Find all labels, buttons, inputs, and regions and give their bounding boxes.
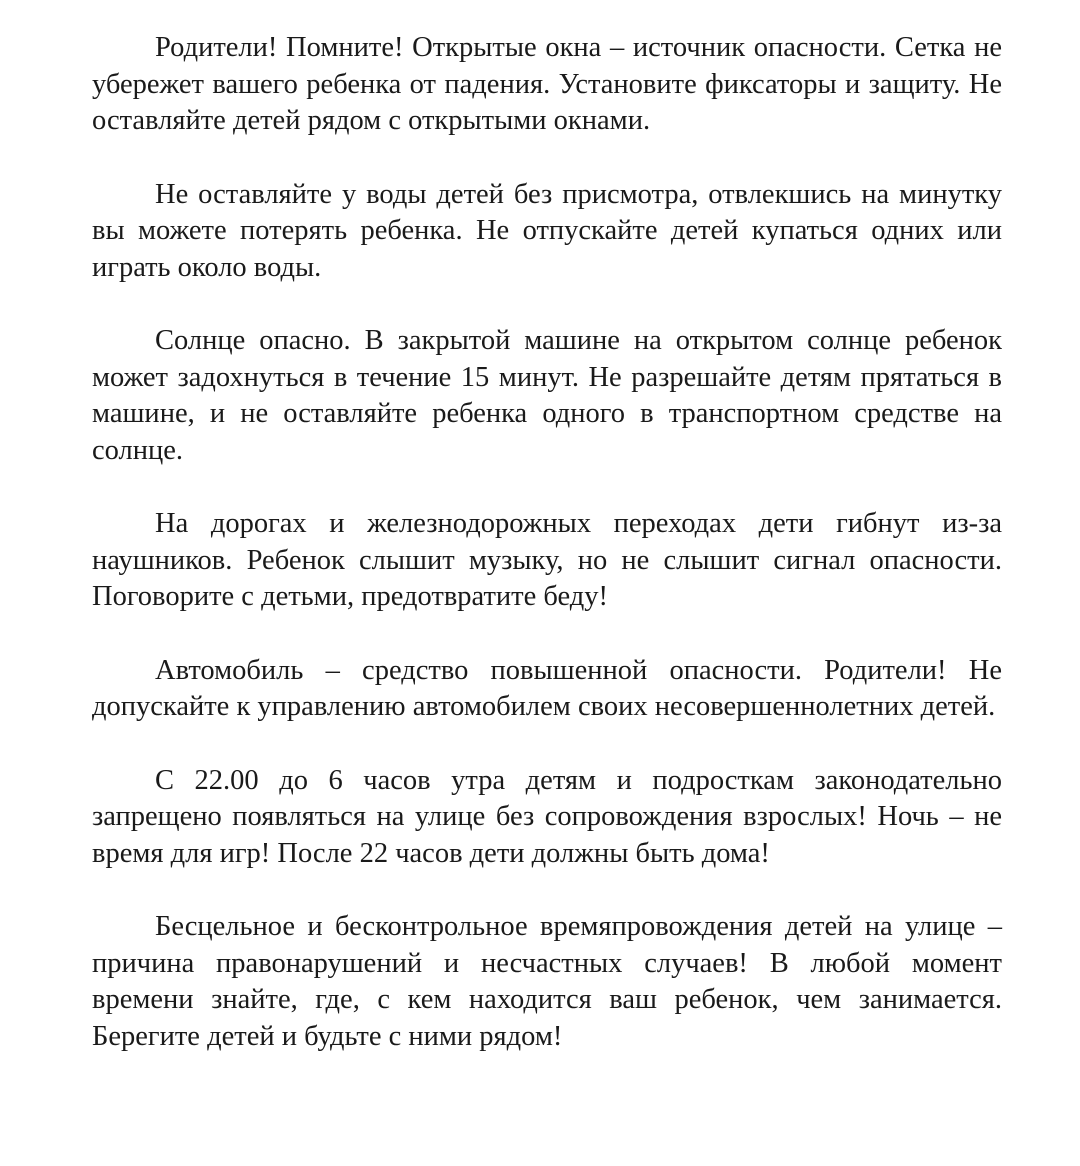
paragraph-windows: Родители! Помните! Открытые окна – источник опасности. Сетка не убережет вашего ребенка от падения. Установите фиксаторы и защиту. Не оставляйте детей рядом с открытыми окнами. <box>92 32 1002 136</box>
paragraph-sun-car: Солнце опасно. В закрытой машине на открытом солнце ребенок может задохнуться в течение 15 минут. Не разрешайте детям прятаться в машине, и не оставляйте ребенка одного в транспортном средстве на солнце. <box>92 325 1002 466</box>
paragraph-headphones: На дорогах и железнодорожных переходах дети гибнут из-за наушников. Ребенок слышит музыку, но не слышит сигнал опасности. Поговорите с детьми, предотвратите беду! <box>92 508 1002 612</box>
paragraph-supervision: Бесцельное и бесконтрольное времяпровождения детей на улице – причина правонарушений и несчастных случаев! В любой момент времени знайте, где, с кем находится ваш ребенок, чем занимается. Берегите детей и будьте с ними рядом! <box>92 911 1002 1052</box>
document-page <box>92 30 1002 1092</box>
paragraph-water: Не оставляйте у воды детей без присмотра, отвлекшись на минутку вы можете потерять ребенка. Не отпускайте детей купаться одних или играть около воды. <box>92 178 1002 283</box>
paragraph-car-driving: Автомобиль – средство повышенной опасности. Родители! Не допускайте к управлению автомобилем своих несовершеннолетних детей. <box>92 654 1002 722</box>
paragraph-curfew: С 22.00 до 6 часов утра детям и подросткам законодательно запрещено появляться на улице без сопровождения взрослых! Ночь – не время для игр! После 22 часов дети должны быть дома! <box>92 764 1002 869</box>
